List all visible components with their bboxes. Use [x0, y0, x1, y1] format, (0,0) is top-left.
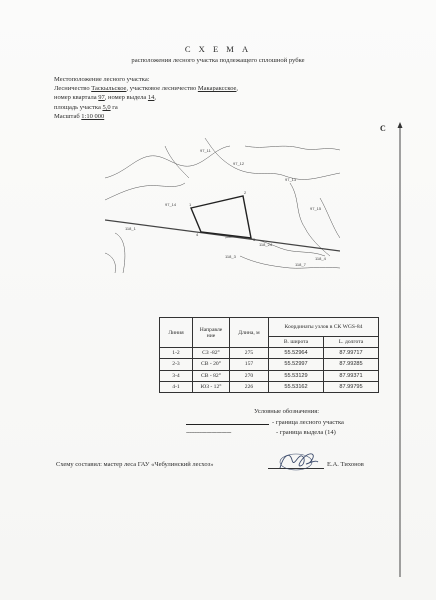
location-forestry-line: Лесничество Таскыльское, участковое лесничество Макараксское, — [54, 85, 239, 93]
map-label: 118_1 — [125, 226, 136, 231]
map-label: 97_14 — [165, 202, 177, 207]
map-label: 1 — [189, 202, 192, 207]
map-label: 97_11 — [200, 148, 211, 153]
signature-scribble — [276, 448, 320, 474]
plot-boundary-symbol — [186, 424, 269, 425]
table-header-row — [160, 318, 379, 337]
compiled-by-text: Схему составил: мастер леса ГАУ «Чебулинский лесхоз» — [56, 461, 214, 468]
legend-item-section: - граница выдела (14) — [276, 429, 336, 436]
map-label: 4 — [196, 232, 199, 237]
legend-item-plot: - граница лесного участка — [272, 419, 344, 426]
header-direction: Направле ние — [193, 318, 230, 348]
map-label: 118_24 — [259, 242, 273, 247]
header-lat: В. широта — [269, 337, 324, 348]
area-value: 5,0 — [102, 103, 111, 111]
header-length: Длина, м — [230, 318, 269, 348]
map-label: 97_15 — [310, 206, 322, 211]
map-label: 118_3 — [225, 254, 236, 259]
coordinates-table — [159, 317, 379, 393]
document-subtitle: расположения лесного участка подлежащего сплошной рубке — [131, 57, 305, 64]
map-label: 118_7 — [295, 262, 306, 267]
map-label: 97_12 — [233, 161, 245, 166]
map-label: 118_4 — [315, 256, 326, 261]
forestry-name: Таскыльское — [91, 85, 127, 93]
north-arrow-icon — [396, 122, 404, 577]
map-label: 3 — [253, 237, 256, 242]
location-quarter-line: номер квартала 97, номер выдела 14, — [54, 94, 157, 102]
location-heading: Местоположение лесного участка: — [54, 76, 150, 83]
map-label: 97_13 — [285, 177, 297, 182]
header-coords: Координаты узлов в СК WGS-84 — [269, 318, 379, 337]
map-label: 2 — [244, 190, 247, 195]
site-map — [105, 138, 340, 273]
north-label: С — [380, 124, 386, 133]
location-area-line: площадь участка 5,0 га — [54, 103, 118, 111]
signatory-name: Е.А. Тихонов — [327, 461, 364, 468]
header-line: Линия — [160, 318, 193, 348]
quarter-number: 97 — [98, 94, 105, 102]
header-lon: L. долгота — [324, 337, 379, 348]
district-name: Макараксское — [197, 85, 237, 93]
section-number: 14 — [147, 94, 155, 102]
table-row: 2-3 СВ - 20° 157 55.52997 87.99285 — [160, 359, 379, 370]
table-row: 4-1 ЮЗ - 12° 226 55.53162 87.99795 — [160, 381, 379, 392]
table-row: 3-4 СВ - 82° 270 55.53129 87.99371 — [160, 370, 379, 381]
section-boundary-symbol: --------------------------- — [186, 429, 231, 436]
legend-title: Условные обозначения: — [254, 408, 320, 415]
location-scale-line: Масштаб 1:10 000 — [54, 112, 105, 120]
document-title: С Х Е М А — [184, 44, 252, 54]
scale-value: 1:10 000 — [81, 112, 105, 120]
table-row: 1-2 СЗ -82° 275 55.52964 87.99717 — [160, 348, 379, 359]
location-block — [54, 75, 238, 121]
